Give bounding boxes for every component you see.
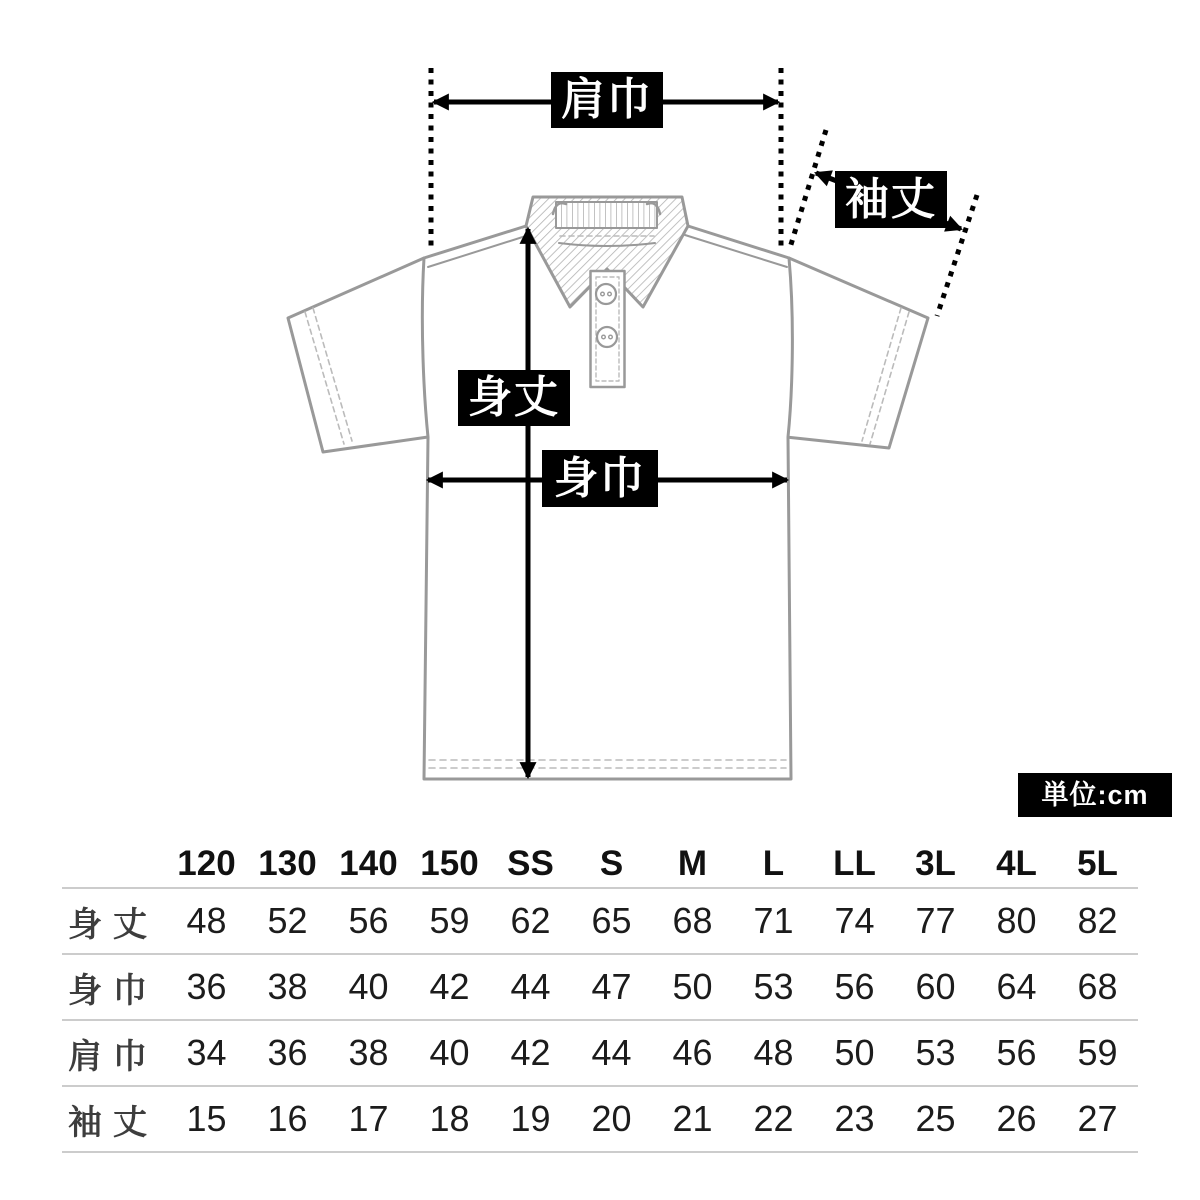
measurement-value: 22: [753, 1098, 794, 1139]
measurement-row: [62, 888, 1138, 954]
measurement-row: [62, 1086, 1138, 1152]
size-header-S: S: [599, 843, 624, 883]
measurement-value: 64: [996, 966, 1037, 1007]
measurement-value: 48: [186, 900, 227, 941]
measurement-value: 68: [672, 900, 713, 941]
size-table-body: [62, 888, 1138, 1152]
measurement-value: 16: [267, 1098, 308, 1139]
measurement-value: 18: [429, 1098, 470, 1139]
measurement-value: 82: [1077, 900, 1118, 941]
measurement-value: 74: [834, 900, 875, 941]
measurement-value: 38: [348, 1032, 389, 1073]
measurement-value: 53: [915, 1032, 956, 1073]
size-header-L: L: [762, 843, 785, 883]
measurement-value: 34: [186, 1032, 227, 1073]
measurement-value: 20: [591, 1098, 632, 1139]
row-label: 身巾: [68, 971, 158, 1010]
measurement-value: 80: [996, 900, 1037, 941]
size-header-140: 140: [339, 843, 398, 883]
size-table-head: [62, 840, 1138, 888]
measurement-value: 56: [348, 900, 389, 941]
size-header-130: 130: [258, 843, 317, 883]
size-header-M: M: [677, 843, 708, 883]
measurement-value: 46: [672, 1032, 713, 1073]
measurement-value: 15: [186, 1098, 227, 1139]
shoulder-width-label: 肩巾: [551, 72, 663, 128]
row-label: 肩巾: [68, 1037, 158, 1076]
unit-cm-badge: 単位:cm: [1018, 773, 1172, 817]
corner-cell: [62, 840, 166, 888]
size-header-4L: 4L: [996, 843, 1037, 883]
measurement-value: 21: [672, 1098, 713, 1139]
measurement-value: 50: [834, 1032, 875, 1073]
measurement-value: 56: [834, 966, 875, 1007]
measurement-value: 42: [510, 1032, 551, 1073]
size-header-120: 120: [177, 843, 236, 883]
measurement-value: 77: [915, 900, 956, 941]
size-header-LL: LL: [833, 843, 876, 883]
row-label: 袖丈: [68, 1103, 158, 1142]
size-header-SS: SS: [507, 843, 554, 883]
measurement-value: 36: [267, 1032, 308, 1073]
measurement-value: 60: [915, 966, 956, 1007]
second-button: [597, 327, 617, 347]
measurement-row: [62, 1020, 1138, 1086]
measurement-value: 38: [267, 966, 308, 1007]
top-button: [596, 284, 616, 304]
size-header-row: [62, 840, 1138, 888]
measurement-value: 27: [1077, 1098, 1118, 1139]
measurement-value: 53: [753, 966, 794, 1007]
left-sleeve: [288, 258, 428, 452]
size-header-150: 150: [420, 843, 479, 883]
measurement-value: 36: [186, 966, 227, 1007]
measurement-value: 52: [267, 900, 308, 941]
measurement-value: 59: [1077, 1032, 1118, 1073]
right-sleeve: [786, 258, 928, 448]
measurement-value: 68: [1077, 966, 1118, 1007]
row-label: 身丈: [68, 905, 158, 944]
measurement-value: 56: [996, 1032, 1037, 1073]
measurement-row: [62, 954, 1138, 1020]
measurement-value: 44: [510, 966, 551, 1007]
measurement-value: 42: [429, 966, 470, 1007]
size-header-3L: 3L: [915, 843, 956, 883]
measurement-value: 50: [672, 966, 713, 1007]
collar-band: [556, 202, 657, 228]
sleeve-length-label: 袖丈: [835, 171, 947, 228]
measurement-value: 23: [834, 1098, 875, 1139]
measurement-value: 48: [753, 1032, 794, 1073]
sleeve-extension-line-inner: [789, 130, 826, 251]
body-length-label: 身丈: [458, 370, 570, 426]
measurement-value: 62: [510, 900, 551, 941]
measurement-value: 47: [591, 966, 632, 1007]
measurement-value: 19: [510, 1098, 551, 1139]
measurement-value: 25: [915, 1098, 956, 1139]
measurement-value: 17: [348, 1098, 389, 1139]
measurement-value: 71: [753, 900, 794, 941]
measurement-value: 40: [429, 1032, 470, 1073]
measurement-value: 44: [591, 1032, 632, 1073]
measurement-value: 59: [429, 900, 470, 941]
body-width-label: 身巾: [542, 450, 658, 507]
measurement-value: 26: [996, 1098, 1037, 1139]
measurement-value: 40: [348, 966, 389, 1007]
size-header-5L: 5L: [1077, 843, 1118, 883]
measurement-value: 65: [591, 900, 632, 941]
size-table: [62, 840, 1138, 1153]
